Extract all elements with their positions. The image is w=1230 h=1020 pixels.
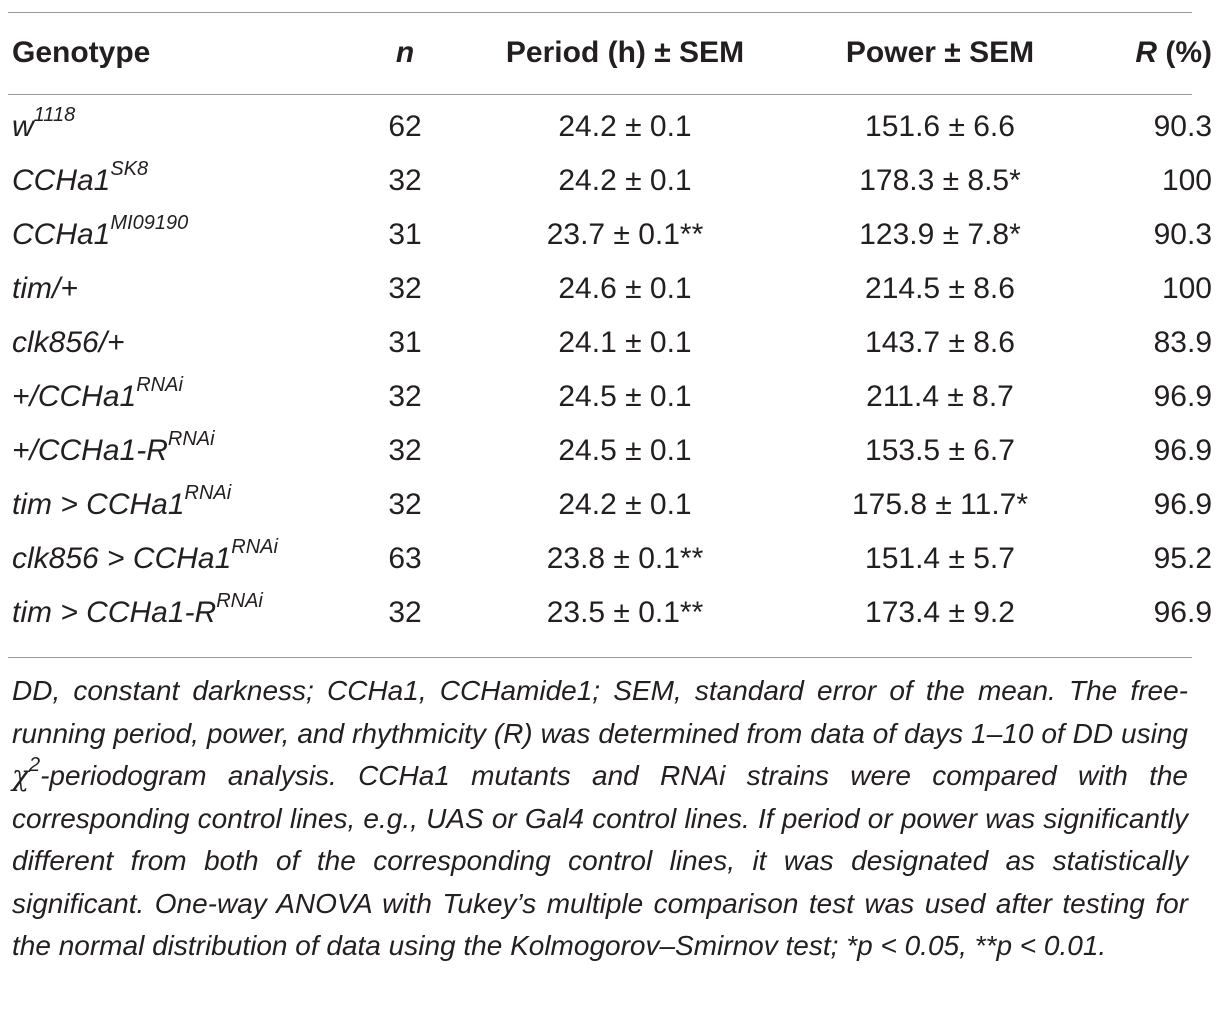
n-cell: 32 (388, 434, 422, 467)
header-n: n (395, 36, 415, 69)
power-cell: 214.5 ± 8.6 (865, 272, 1015, 305)
header-r-unit: (%) (1157, 36, 1212, 69)
period-cell: 24.2 ± 0.1 (558, 488, 692, 521)
table-top-rule (8, 12, 1192, 13)
genotype-name: clk856 > CCHa1 (12, 542, 232, 575)
rhythmicity-cell: 96.9 (1153, 488, 1212, 521)
power-cell: 143.7 ± 8.6 (865, 326, 1015, 359)
table-row (0, 92, 1230, 154)
genotype-cell (0, 478, 350, 532)
genotype-name: CCHa1 (12, 164, 111, 197)
table-row (0, 208, 1230, 262)
genotype-superscript: SK8 (110, 158, 149, 180)
genotype-name: tim > CCHa1 (12, 488, 185, 521)
period-cell: 23.5 ± 0.1** (546, 596, 704, 629)
footnote-part1: DD, constant darkness; CCHa1, CCHamide1; SEM, standard error of the mean. The free-running period, power, and rhythmicity (R) was determined from data of days 1–10 of DD using (12, 675, 1188, 749)
rhythmicity-cell: 95.2 (1153, 542, 1212, 575)
genotype-name: tim/+ (12, 272, 78, 305)
genotype-rhythm-table (0, 14, 1230, 640)
genotype-cell (0, 370, 350, 424)
rhythmicity-cell: 90.3 (1153, 218, 1212, 251)
genotype-superscript: RNAi (231, 536, 278, 558)
n-cell: 31 (388, 218, 422, 251)
table-row (0, 424, 1230, 478)
n-cell: 62 (388, 110, 422, 143)
power-cell: 211.4 ± 8.7 (866, 380, 1014, 413)
table-row (0, 478, 1230, 532)
genotype-superscript: RNAi (216, 590, 263, 612)
period-cell: 23.7 ± 0.1** (546, 218, 704, 251)
genotype-superscript: RNAi (184, 482, 232, 504)
table-row (0, 586, 1230, 640)
table-header-row (0, 14, 1230, 92)
period-cell: 23.8 ± 0.1** (546, 542, 704, 575)
table-body (0, 92, 1230, 640)
rhythmicity-cell: 100 (1161, 164, 1212, 197)
table-row (0, 154, 1230, 208)
footnote-part2: -periodogram analysis. CCHa1 mutants and RNAi strains were compared with the corresponding control lines, e.g., UAS or Gal4 control lines. If period or power was significantly different from both of the corresponding control lines, it was designated as statistically significant. One-way ANOVA with Tukey’s multiple comparison test was used after testing for the normal distribution of data using the Kolmogorov–Smirnov test; *p < 0.05, **p < 0.01. (12, 760, 1188, 961)
genotype-superscript: RNAi (136, 374, 183, 396)
n-cell: 32 (388, 380, 422, 413)
genotype-name: +/CCHa1-R (12, 434, 168, 467)
rhythmicity-cell: 90.3 (1153, 110, 1212, 143)
power-cell: 151.4 ± 5.7 (865, 542, 1015, 575)
table-row (0, 316, 1230, 370)
table-footnote (12, 670, 1188, 968)
power-cell: 153.5 ± 6.7 (865, 434, 1015, 467)
rhythmicity-cell: 83.9 (1153, 326, 1212, 359)
rhythmicity-cell: 96.9 (1153, 380, 1212, 413)
genotype-cell (0, 154, 350, 208)
period-cell: 24.5 ± 0.1 (558, 434, 692, 467)
power-cell: 123.9 ± 7.8* (859, 218, 1021, 251)
genotype-cell (0, 208, 350, 262)
header-rhythmicity (1090, 14, 1230, 92)
table-row (0, 262, 1230, 316)
header-genotype: Genotype (12, 36, 151, 69)
power-cell: 151.6 ± 6.6 (865, 110, 1015, 143)
power-cell: 175.8 ± 11.7* (851, 488, 1029, 521)
genotype-name: +/CCHa1 (12, 380, 137, 413)
period-cell: 24.2 ± 0.1 (558, 164, 692, 197)
genotype-name: tim > CCHa1-R (12, 596, 217, 629)
table-bottom-rule (8, 657, 1192, 658)
period-cell: 24.6 ± 0.1 (558, 272, 692, 305)
period-cell: 24.1 ± 0.1 (558, 326, 692, 359)
power-cell: 173.4 ± 9.2 (865, 596, 1015, 629)
n-cell: 32 (388, 164, 422, 197)
genotype-name: clk856/+ (12, 326, 125, 359)
header-r-letter: R (1135, 36, 1157, 69)
rhythmicity-cell: 100 (1161, 272, 1212, 305)
table-row (0, 532, 1230, 586)
n-cell: 32 (388, 488, 422, 521)
n-cell: 63 (388, 542, 422, 575)
period-cell: 24.5 ± 0.1 (558, 380, 692, 413)
period-cell: 24.2 ± 0.1 (558, 110, 692, 143)
genotype-cell (0, 92, 350, 154)
n-cell: 32 (388, 596, 422, 629)
table-row (0, 370, 1230, 424)
genotype-superscript: MI09190 (110, 212, 189, 234)
genotype-superscript: RNAi (167, 428, 215, 450)
header-period: Period (h) ± SEM (505, 36, 745, 69)
genotype-cell (0, 262, 350, 316)
n-cell: 31 (388, 326, 422, 359)
rhythmicity-cell: 96.9 (1153, 434, 1212, 467)
header-power: Power ± SEM (845, 36, 1035, 69)
genotype-cell (0, 532, 350, 586)
power-cell: 178.3 ± 8.5* (859, 164, 1021, 197)
footnote-chi-superscript: 2 (28, 753, 41, 776)
n-cell: 32 (388, 272, 422, 305)
genotype-cell (0, 316, 350, 370)
genotype-cell (0, 586, 350, 640)
genotype-name: CCHa1 (12, 218, 111, 251)
genotype-superscript: 1118 (33, 104, 76, 126)
genotype-name: w (12, 110, 34, 143)
footnote-chi: χ (12, 759, 29, 792)
rhythmicity-cell: 96.9 (1153, 596, 1212, 629)
genotype-cell (0, 424, 350, 478)
